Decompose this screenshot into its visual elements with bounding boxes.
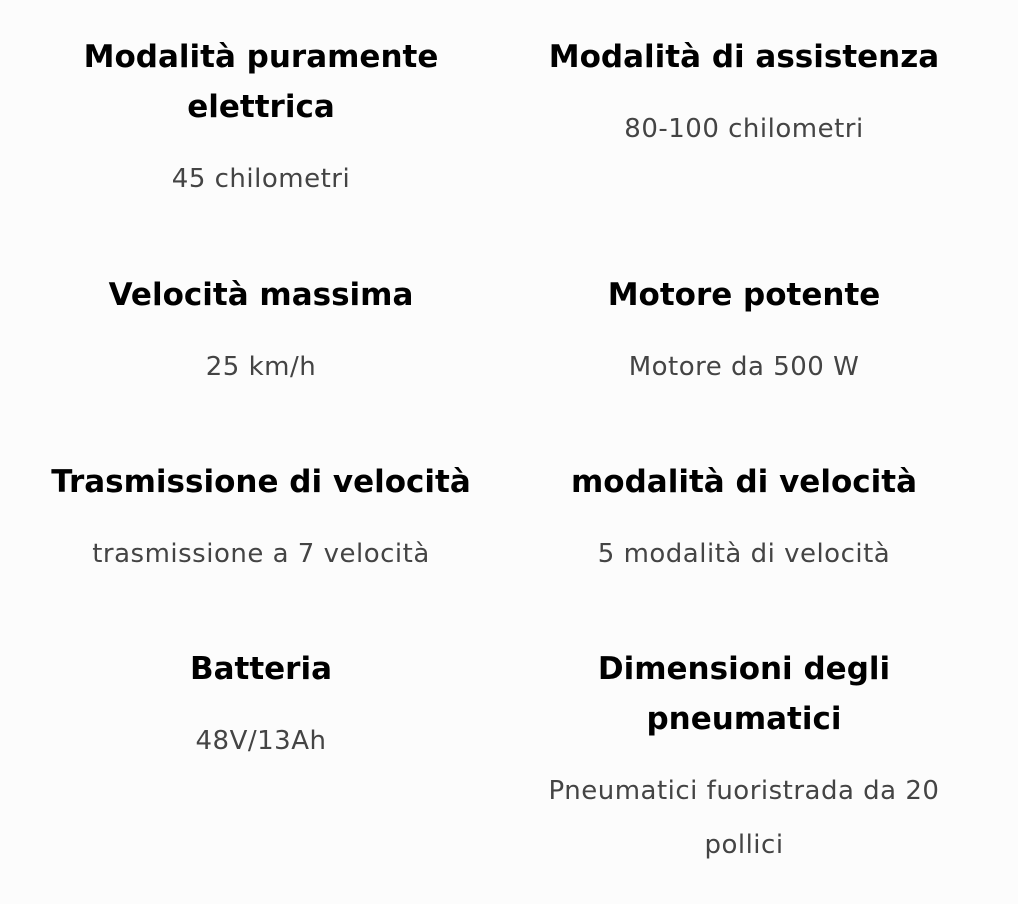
spec-value: 45 chilometri <box>171 164 351 194</box>
spec-transmission <box>20 457 502 581</box>
spec-title: Trasmissione di velocità <box>51 464 471 500</box>
spec-pure-electric <box>20 32 502 206</box>
spec-title: Modalità di assistenza <box>548 39 940 75</box>
spec-max-speed <box>20 270 502 394</box>
spec-battery <box>20 644 502 768</box>
spec-title: Motore potente <box>607 277 881 313</box>
spec-value: trasmissione a 7 velocità <box>92 539 430 569</box>
spec-value: Motore da 500 W <box>628 352 860 382</box>
spec-value: Pneumatici fuoristrada da 20 pollici <box>548 776 940 860</box>
spec-motor <box>520 270 968 394</box>
spec-assist-mode <box>520 32 968 156</box>
spec-title: Batteria <box>189 651 333 687</box>
spec-title: Modalità puramente elettrica <box>83 39 439 125</box>
spec-title: Velocità massima <box>108 277 414 313</box>
spec-value: 25 km/h <box>205 352 317 382</box>
spec-title: Dimensioni degli pneumatici <box>597 651 891 737</box>
spec-speed-modes <box>520 457 968 581</box>
spec-value: 5 modalità di velocità <box>597 539 891 569</box>
spec-title: modalità di velocità <box>571 464 917 500</box>
spec-value: 80-100 chilometri <box>624 114 864 144</box>
spec-value: 48V/13Ah <box>195 726 327 756</box>
spec-tires <box>520 644 968 872</box>
